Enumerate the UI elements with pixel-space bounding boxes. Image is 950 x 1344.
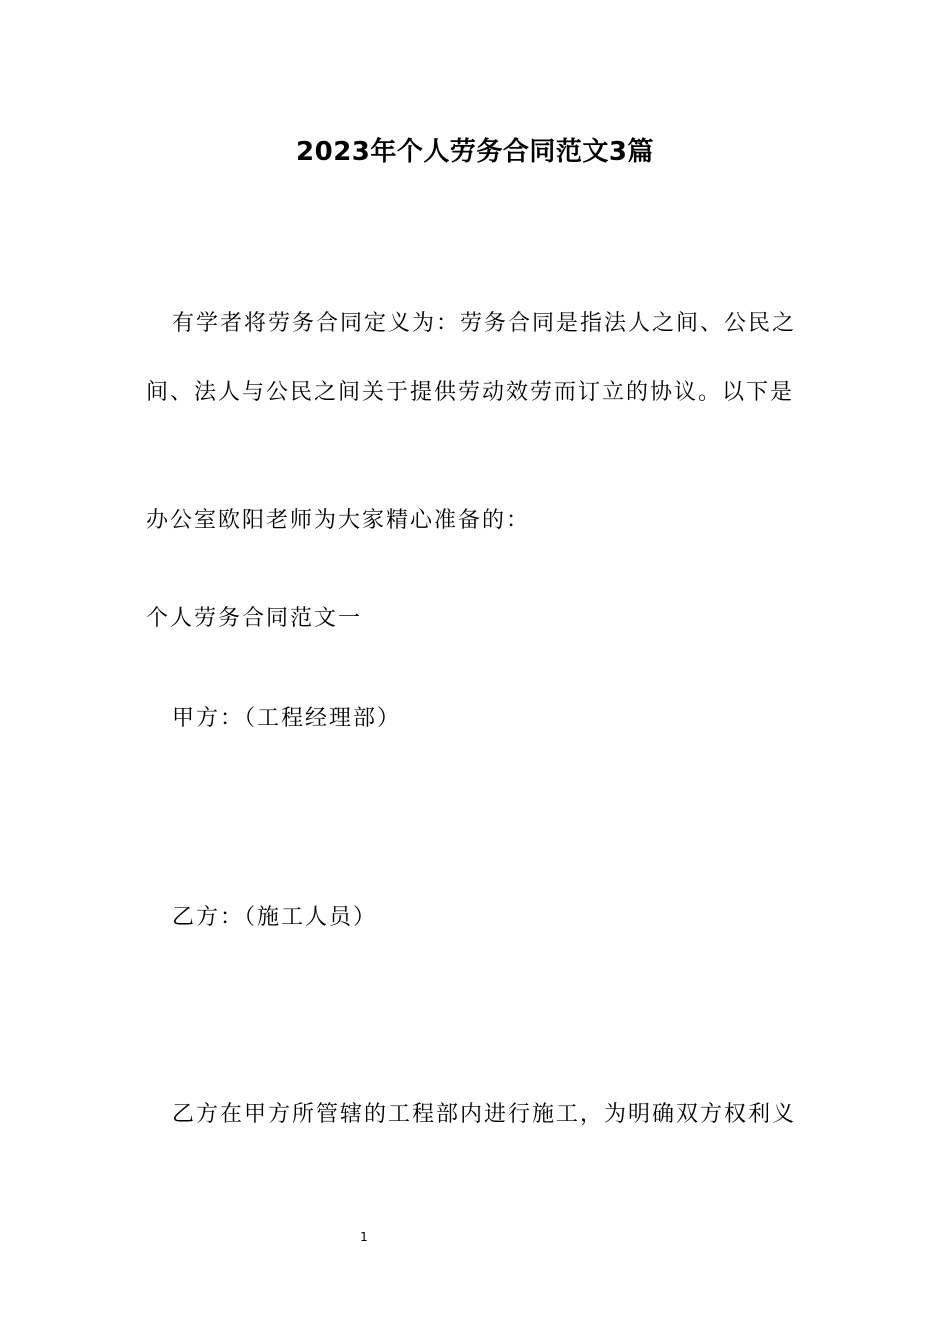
paragraph-line-7: 乙方在甲方所管辖的工程部内进行施工，为明确双方权利义 — [172, 1102, 797, 1127]
page-number: 1 — [360, 1230, 368, 1244]
paragraph-line-2: 间、法人与公民之间关于提供劳动效劳而订立的协议。以下是 — [146, 380, 795, 405]
section-heading: 个人劳务合同范文一 — [146, 606, 363, 631]
document-title: 2023年个人劳务合同范文3篇 — [296, 137, 654, 167]
party-b-line: 乙方：（施工人员） — [172, 905, 378, 930]
paragraph-line-3: 办公室欧阳老师为大家精心准备的： — [146, 508, 531, 533]
paragraph-line-1: 有学者将劳务合同定义为：劳务合同是指法人之间、公民之 — [172, 311, 797, 336]
party-a-line: 甲方：（工程经理部） — [172, 706, 402, 731]
